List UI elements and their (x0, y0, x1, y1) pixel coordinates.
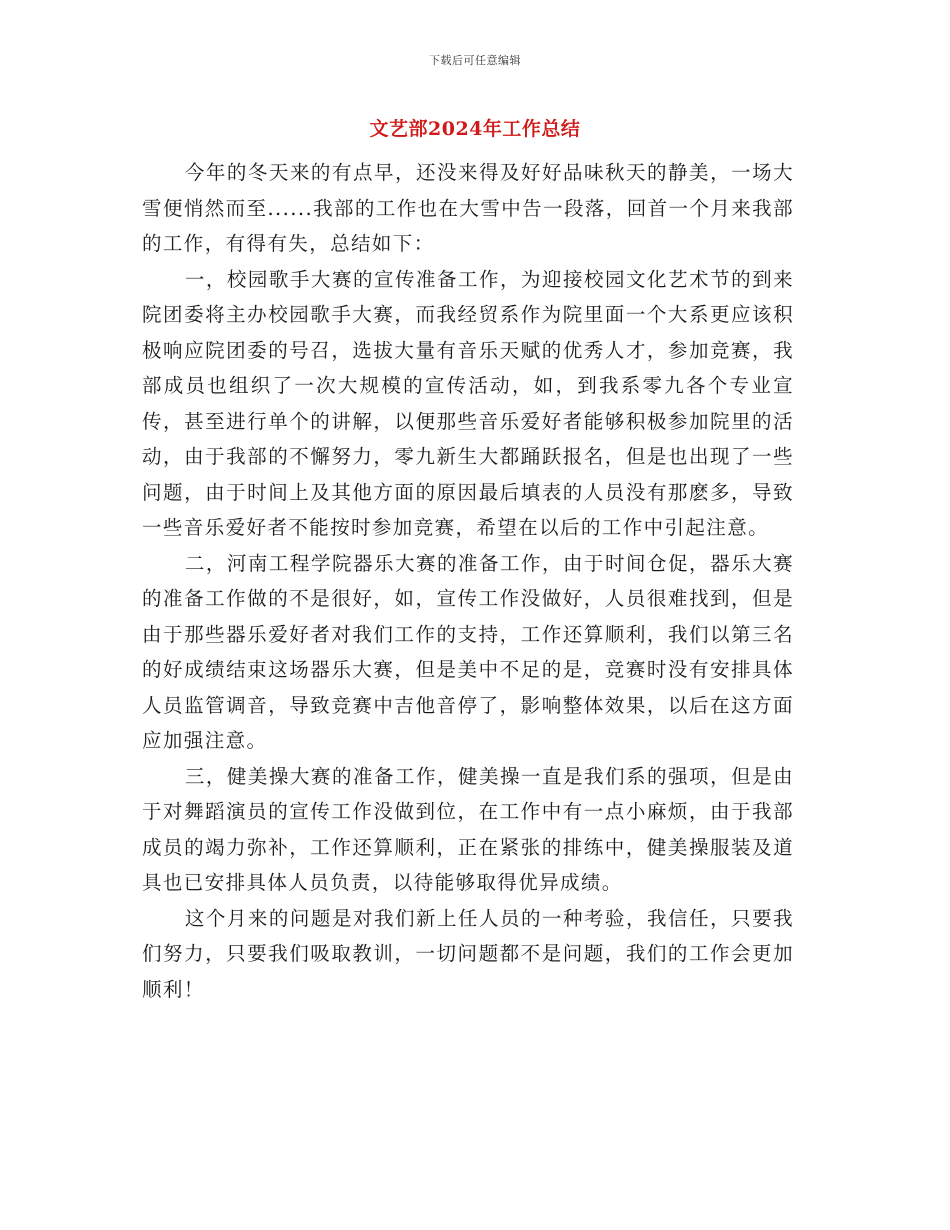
paragraph-instrument-contest: 二，河南工程学院器乐大赛的准备工作，由于时间仓促，器乐大赛的准备工作做的不是很好，如，宣传工作没做好，人员很难找到，但是由于那些器乐爱好者对我们工作的支持，工作还算顺利，我们以第三名的好成绩结束这场器乐大赛，但是美中不足的是，竞赛时没有安排具体人员监管调音，导致竞赛中吉他音停了，影响整体效果，以后在这方面应加强注意。 (142, 551, 794, 752)
document-body (142, 155, 794, 1007)
paragraph-singer-contest: 一，校园歌手大赛的宣传准备工作，为迎接校园文化艺术节的到来院团委将主办校园歌手大赛，而我经贸系作为院里面一个大系更应该积极响应院团委的号召，选拔大量有音乐天赋的优秀人才，参加竞赛，我部成员也组织了一次大规模的宣传活动，如，到我系零九各个专业宣传，甚至进行单个的讲解，以便那些音乐爱好者能够积极参加院里的活动，由于我部的不懈努力，零九新生大都踊跃报名，但是也出现了一些问题，由于时间上及其他方面的原因最后填表的人员没有那麽多，导致一些音乐爱好者不能按时参加竞赛，希望在以后的工作中引起注意。 (142, 267, 794, 539)
header-note: 下载后可任意编辑 (429, 54, 521, 67)
paragraph-aerobics-contest: 三，健美操大赛的准备工作，健美操一直是我们系的强项，但是由于对舞蹈演员的宣传工作没做到位，在工作中有一点小麻烦，由于我部成员的竭力弥补，工作还算顺利，正在紧张的排练中，健美操服装及道具也已安排具体人员负责，以待能够取得优异成绩。 (142, 764, 794, 894)
document-title: 文艺部2024年工作总结 (369, 118, 581, 140)
paragraph-intro: 今年的冬天来的有点早，还没来得及好好品味秋天的静美，一场大雪便悄然而至......我部的工作也在大雪中告一段落，回首一个月来我部的工作，有得有失，总结如下： (142, 161, 794, 255)
paragraph-conclusion: 这个月来的问题是对我们新上任人员的一种考验，我信任，只要我们努力，只要我们吸取教训，一切问题都不是问题，我们的工作会更加顺利！ (142, 906, 794, 1001)
